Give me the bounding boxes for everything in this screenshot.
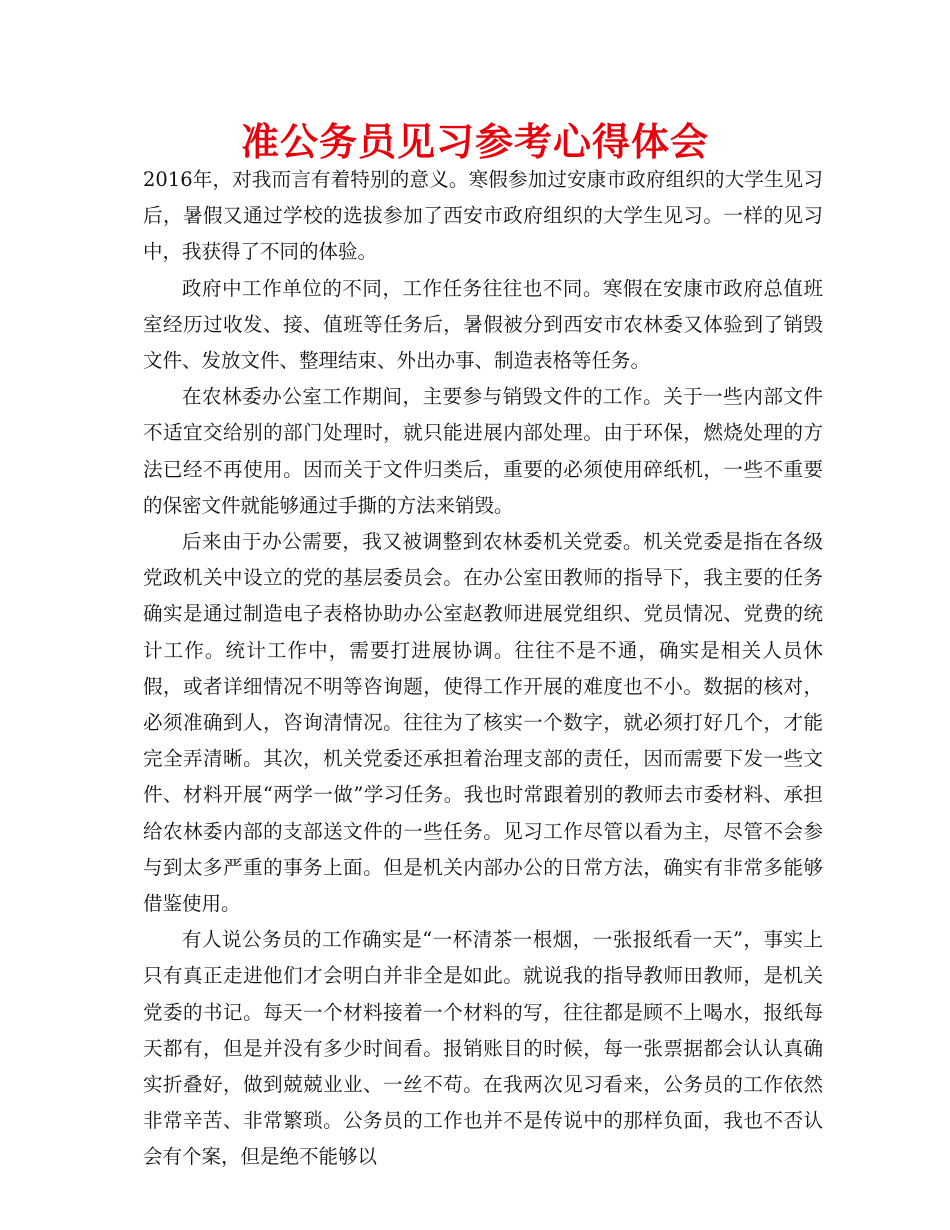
paragraph-2: 政府中工作单位的不同，工作任务往往也不同。寒假在安康市政府总值班室经历过收发、接、值班等任务后，暑假被分到西安市农林委又体验到了销毁文件、发放文件、整理结束、外出办事、制造表格等任务。 bbox=[143, 276, 823, 373]
paragraph-3: 在农林委办公室工作期间，主要参与销毁文件的工作。关于一些内部文件不适宜交给别的部门处理时，就只能进展内部处理。由于环保，燃烧处理的方法已经不再使用。因而关于文件归类后，重要的必须使用碎纸机，一些不重要的保密文件就能够通过手撕的方法来销毁。 bbox=[143, 385, 823, 517]
paragraph-4: 后来由于办公需要，我又被调整到农林委机关党委。机关党委是指在各级党政机关中设立的党的基层委员会。在办公室田教师的指导下，我主要的任务确实是通过制造电子表格协助办公室赵教师进展党组织、党员情况、党费的统计工作。统计工作中，需要打进展协调。往往不是不通，确实是相关人员休假，或者详细情况不明等咨询题，使得工作开展的难度也不小。数据的核对，必须准确到人，咨询清情况。往往为了核实一个数字，就必须打好几个，才能完全弄清晰。其次，机关党委还承担着治理支部的责任，因而需要下发一些文件、材料开展“两学一做”学习任务。我也时常跟着别的教师去市委材料、承担给农林委内部的支部送文件的一些任务。见习工作尽管以看为主，尽管不会参与到太多严重的事务上面。但是机关内部办公的日常方法，确实有非常多能够借鉴使用。 bbox=[143, 530, 823, 916]
document-body bbox=[143, 162, 823, 1176]
paragraph-5: 有人说公务员的工作确实是“一杯清茶一根烟，一张报纸看一天”，事实上只有真正走进他们才会明白并非全是如此。就说我的指导教师田教师，是机关党委的书记。每天一个材料接着一个材料的写，往往都是顾不上喝水，报纸每天都有，但是并没有多少时间看。报销账目的时候，每一张票据都会认认真确实折叠好，做到兢兢业业、一丝不苟。在我两次见习看来，公务员的工作依然非常辛苦、非常繁琐。公务员的工作也并不是传说中的那样负面，我也不否认会有个案，但是绝不能够以 bbox=[143, 928, 823, 1169]
document-title: 准公务员见习参考心得体会 bbox=[240, 120, 709, 164]
paragraph-1: 2016年，对我而言有着特别的意义。寒假参加过安康市政府组织的大学生见习后，暑假又通过学校的选拔参加了西安市政府组织的大学生见习。一样的见习中，我获得了不同的体验。 bbox=[143, 168, 823, 264]
